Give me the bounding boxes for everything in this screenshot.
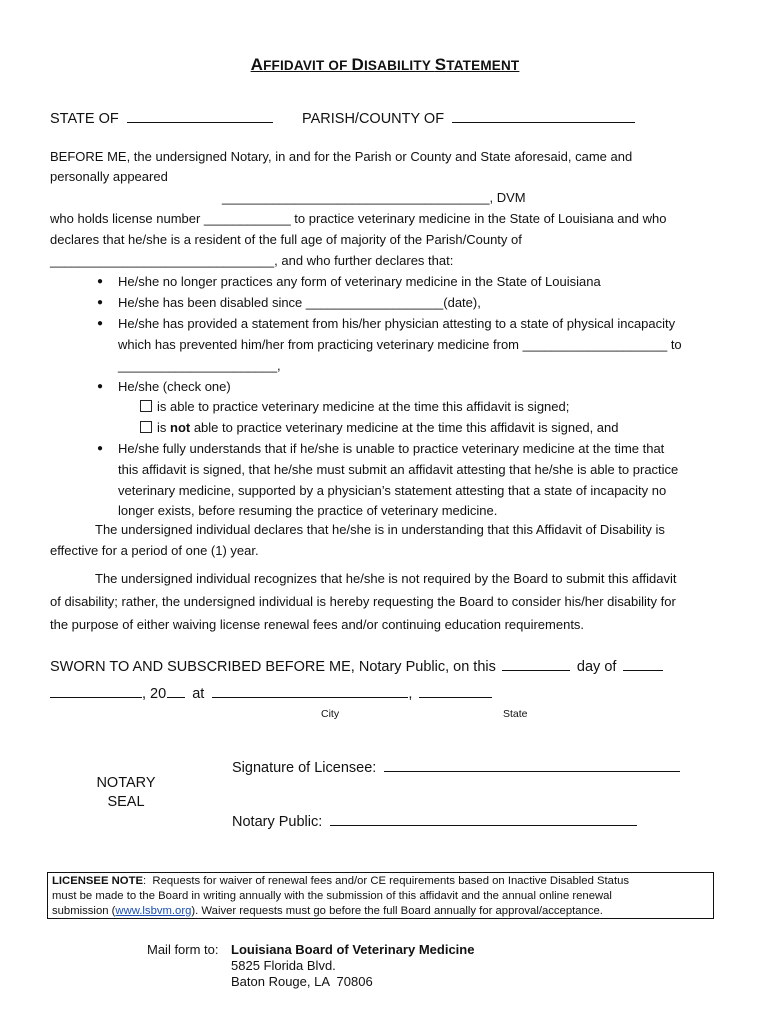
license-number-line[interactable]: who holds license number ____________ to practice veterinary medicine in the State of Louisiana and who [50, 211, 667, 226]
state-blank[interactable] [419, 683, 492, 698]
licensee-signature-blank[interactable] [384, 757, 680, 772]
bullet-item: veterinary medicine, supported by a physician’s statement attesting that a state of incapacity no [118, 483, 667, 498]
bullet-item-disabled-date[interactable]: He/she has been disabled since ___________________(date), [118, 295, 481, 310]
checkbox-icon[interactable] [140, 421, 152, 433]
licensee-signature-label: Signature of Licensee: [232, 760, 377, 776]
year-blank[interactable] [167, 683, 185, 698]
checkbox-icon[interactable] [140, 400, 152, 412]
state-of-field[interactable] [50, 108, 273, 127]
paragraph: The undersigned individual recognizes that he/she is not required by the Board to submit this affidavit [95, 571, 677, 586]
mail-org: Louisiana Board of Veterinary Medicine [231, 942, 475, 957]
state-of-label: STATE OF [50, 111, 119, 127]
state-of-blank[interactable] [127, 108, 273, 123]
paragraph: the purpose of either waiving license renewal fees and/or continuing education requirements. [50, 617, 585, 632]
day-blank[interactable] [502, 656, 570, 671]
bullet-item: He/she (check one) [118, 379, 231, 394]
sworn-line[interactable]: SWORN TO AND SUBSCRIBED BEFORE ME, Notary Public, on this day of [50, 656, 663, 675]
city-blank[interactable] [212, 683, 408, 698]
city-caption: City [321, 708, 340, 720]
checkbox-option-able[interactable]: is able to practice veterinary medicine at the time this affidavit is signed; [140, 399, 569, 414]
bullet-item: longer exists, before resuming the practice of veterinary medicine. [118, 503, 498, 518]
document-title: AFFIDAVIT OF DISABILITY STATEMENT [250, 55, 520, 74]
bullet-item-dates[interactable]: ______________________, [118, 358, 281, 373]
mail-label: Mail form to: [147, 942, 219, 957]
notary-seal: NOTARY SEAL [96, 775, 156, 810]
bullet-icon: ● [97, 381, 104, 392]
notary-public-label: Notary Public: [232, 814, 323, 830]
licensee-note-label: LICENSEE NOTE [52, 875, 144, 887]
body-line: declares that he/she is a resident of the full age of majority of the Parish/County of [50, 232, 522, 247]
state-caption: State [503, 708, 528, 720]
paragraph: effective for a period of one (1) year. [50, 543, 259, 558]
bullet-item: He/she fully understands that if he/she is unable to practice veterinary medicine at the time that [118, 441, 665, 456]
bullet-item: this affidavit is signed, that he/she must submit an affidavit attesting that he/she is able to practice [118, 462, 679, 477]
mail-address-line: 5825 Florida Blvd. [231, 958, 336, 973]
dvm-name-line[interactable]: _____________________________________, DVM [222, 190, 526, 205]
bullet-icon: ● [97, 443, 104, 454]
notary-signature-field[interactable] [232, 811, 637, 830]
month-year-blank[interactable] [50, 683, 142, 698]
licensee-note-box: LICENSEE NOTE: Requests for waiver of renewal fees and/or CE requirements based on Inactive Disabled Status must be made to the Board in writing annually with the submission of this affidavit and the annual online renewal submission (www.lsbvm.org). Waiver requests must go before the full Board annually for approval/acceptance. [47, 872, 714, 919]
bullet-icon: ● [97, 297, 104, 308]
paragraph: of disability; rather, the undersigned individual is hereby requesting the Board to consider his/her disability for [50, 594, 676, 609]
bullet-item: He/she has provided a statement from his/her physician attesting to a state of physical incapacity [118, 316, 676, 331]
parish-county-label: PARISH/COUNTY OF [302, 111, 445, 127]
lsbvm-website-link[interactable]: www.lsbvm.org [115, 905, 192, 917]
licensee-signature-field[interactable] [232, 757, 680, 776]
parish-county-field[interactable] [302, 108, 635, 127]
sworn-date-location-line[interactable]: , 20 at , [50, 683, 492, 702]
parish-county-blank[interactable] [452, 108, 635, 123]
bullet-icon: ● [97, 276, 104, 287]
bullet-icon: ● [97, 318, 104, 329]
body-line: BEFORE ME, the undersigned Notary, in and for the Parish or County and State aforesaid, came and [50, 149, 633, 164]
bullet-item: He/she no longer practices any form of veterinary medicine in the State of Louisiana [118, 274, 601, 289]
mail-address-line: Baton Rouge, LA 70806 [231, 974, 373, 989]
notary-signature-blank[interactable] [330, 811, 637, 826]
month-blank[interactable] [623, 656, 663, 671]
paragraph: The undersigned individual declares that he/she is in understanding that this Affidavit of Disability is [95, 522, 665, 537]
checkbox-option-not-able[interactable]: is not able to practice veterinary medicine at the time this affidavit is signed, and [140, 420, 618, 435]
bullet-item-dates[interactable]: which has prevented him/her from practicing veterinary medicine from ____________________ to [118, 337, 682, 352]
parish-county-declaration-line[interactable]: _______________________________, and who further declares that: [50, 253, 454, 268]
body-line: personally appeared [50, 169, 168, 184]
